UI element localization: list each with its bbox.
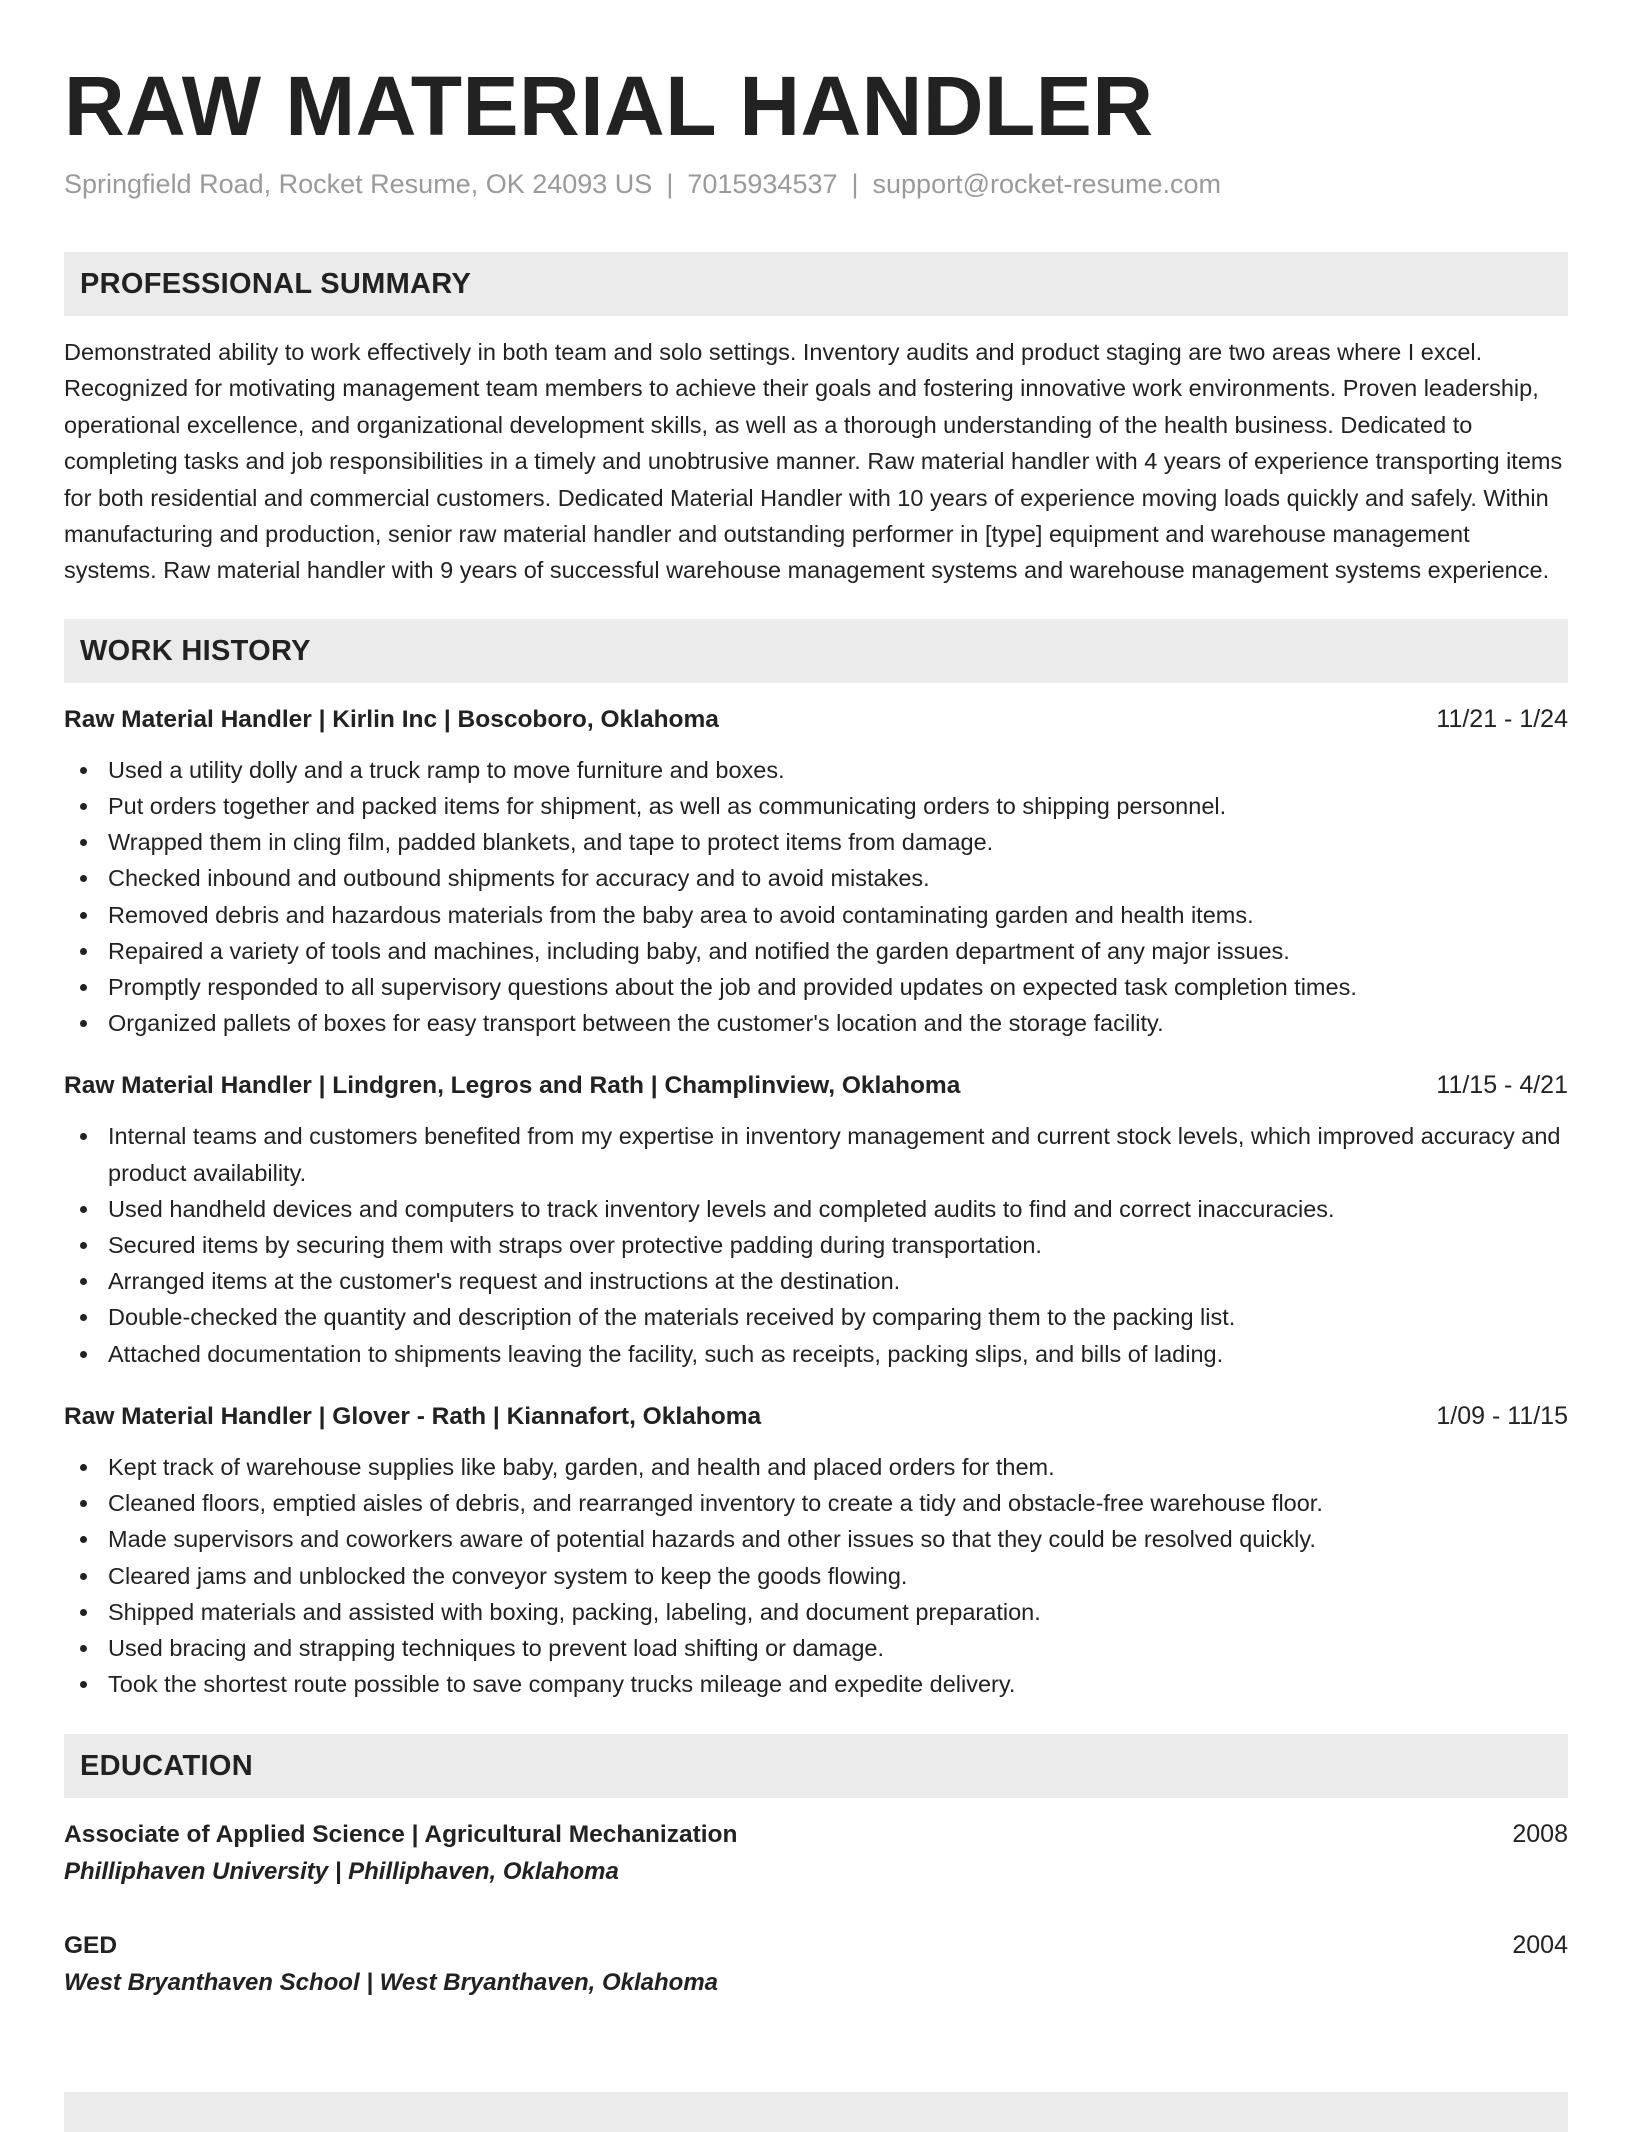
- job-bullet: Attached documentation to shipments leaving the facility, such as receipts, packing slips, and bills of lading.: [64, 1336, 1568, 1372]
- job-bullet: Double-checked the quantity and description of the materials received by comparing them to the packing list.: [64, 1299, 1568, 1335]
- job-bullet: Used a utility dolly and a truck ramp to move furniture and boxes.: [64, 752, 1568, 788]
- job-bullet: Cleared jams and unblocked the conveyor system to keep the goods flowing.: [64, 1558, 1568, 1594]
- job-bullet: Put orders together and packed items for shipment, as well as communicating orders to shipping personnel.: [64, 788, 1568, 824]
- bullet-icon: [80, 1206, 87, 1213]
- bullet-icon: [80, 1609, 87, 1616]
- job-title: Raw Material Handler | Kirlin Inc | Boscoboro, Oklahoma: [64, 705, 719, 733]
- job-header: [64, 1398, 1568, 1435]
- job-title: Raw Material Handler | Lindgren, Legros and Rath | Champlinview, Oklahoma: [64, 1072, 961, 1100]
- job-bullet: Shipped materials and assisted with boxing, packing, labeling, and document preparation.: [64, 1594, 1568, 1630]
- bullet-icon: [80, 1500, 87, 1507]
- resume-page: [64, 0, 1568, 2002]
- contact-line: [64, 166, 1568, 202]
- job-bullet: Used handheld devices and computers to track inventory levels and completed audits to find and correct inaccuracies.: [64, 1191, 1568, 1227]
- school-name: Philliphaven University | Philliphaven, Oklahoma: [64, 1858, 619, 1886]
- job-entry: [64, 1067, 1568, 1371]
- bullet-icon: [80, 1536, 87, 1543]
- bullet-icon: [80, 1681, 87, 1688]
- bullet-icon: [80, 875, 87, 882]
- bullet-icon: [80, 1278, 87, 1285]
- contact-phone: 7015934537: [687, 169, 838, 199]
- summary-heading: PROFESSIONAL SUMMARY: [64, 252, 1568, 316]
- job-bullet: Internal teams and customers benefited from my expertise in inventory management and current stock levels, which improved accuracy and product availability.: [64, 1118, 1568, 1190]
- job-title: Raw Material Handler | Glover - Rath | Kiannafort, Oklahoma: [64, 1402, 762, 1430]
- bullet-icon: [80, 912, 87, 919]
- bullet-icon: [80, 1314, 87, 1321]
- contact-address: Springfield Road, Rocket Resume, OK 24093 US: [64, 169, 653, 199]
- job-bullet: Promptly responded to all supervisory questions about the job and provided updates on expected task completion times.: [64, 969, 1568, 1005]
- job-bullets: [64, 1118, 1568, 1371]
- bullet-icon: [80, 839, 87, 846]
- bullet-icon: [80, 803, 87, 810]
- job-bullet: Organized pallets of boxes for easy transport between the customer's location and the storage facility.: [64, 1005, 1568, 1041]
- job-entry: [64, 701, 1568, 1042]
- school-name: West Bryanthaven School | West Bryanthaven, Oklahoma: [64, 1969, 719, 1997]
- job-bullets: [64, 1449, 1568, 1702]
- bullet-icon: [80, 984, 87, 991]
- contact-separator: |: [851, 169, 859, 199]
- job-bullet: Repaired a variety of tools and machines, including baby, and notified the garden department of any major issues.: [64, 933, 1568, 969]
- job-bullet: Made supervisors and coworkers aware of potential hazards and other issues so that they could be resolved quickly.: [64, 1521, 1568, 1557]
- education-header: [64, 1816, 1568, 1853]
- degree: Associate of Applied Science | Agricultural Mechanization: [64, 1821, 738, 1849]
- bullet-icon: [80, 1464, 87, 1471]
- bullet-icon: [80, 1351, 87, 1358]
- job-bullet: Checked inbound and outbound shipments for accuracy and to avoid mistakes.: [64, 860, 1568, 896]
- education-heading: EDUCATION: [64, 1734, 1568, 1798]
- job-dates: 11/21 - 1/24: [1436, 704, 1568, 733]
- job-header: [64, 701, 1568, 738]
- job-bullets: [64, 752, 1568, 1042]
- bullet-icon: [80, 1242, 87, 1249]
- summary-text: Demonstrated ability to work effectively in both team and solo settings. Inventory audits and product staging are two areas where I excel. Recognized for motivating management team members to achieve their goals and fostering innovative work environments. Proven leadership, operational excellence, and organizational development skills, as well as a thorough understanding of the health business. Dedicated to completing tasks and job responsibilities in a timely and unobtrusive manner. Raw material handler with 4 years of experience transporting items for both residential and commercial customers. Dedicated Material Handler with 10 years of experience moving loads quickly and safely. Within manufacturing and production, senior raw material handler and outstanding performer in [type] equipment and warehouse management systems. Raw material handler with 9 years of successful warehouse management systems and warehouse management systems experience.: [64, 339, 1563, 584]
- job-bullet: Kept track of warehouse supplies like baby, garden, and health and placed orders for them.: [64, 1449, 1568, 1485]
- job-dates: 11/15 - 4/21: [1436, 1071, 1568, 1100]
- contact-email: support@rocket-resume.com: [872, 169, 1222, 199]
- bullet-icon: [80, 1133, 87, 1140]
- graduation-year: 2008: [1512, 1820, 1568, 1849]
- bullet-icon: [80, 1573, 87, 1580]
- education-header: [64, 1927, 1568, 1964]
- job-header: [64, 1067, 1568, 1104]
- next-section-header-bar: [64, 2092, 1568, 2132]
- education-entry: [64, 1927, 1568, 2002]
- bullet-icon: [80, 1020, 87, 1027]
- job-bullet: Took the shortest route possible to save company trucks mileage and expedite delivery.: [64, 1666, 1568, 1702]
- job-bullet: Removed debris and hazardous materials from the baby area to avoid contaminating garden and health items.: [64, 897, 1568, 933]
- job-bullet: Wrapped them in cling film, padded blankets, and tape to protect items from damage.: [64, 824, 1568, 860]
- job-bullet: Used bracing and strapping techniques to prevent load shifting or damage.: [64, 1630, 1568, 1666]
- bullet-icon: [80, 767, 87, 774]
- degree: GED: [64, 1932, 118, 1960]
- candidate-name: RAW MATERIAL HANDLER: [64, 59, 1154, 153]
- contact-separator: |: [666, 169, 674, 199]
- graduation-year: 2004: [1512, 1931, 1568, 1960]
- job-bullet: Cleaned floors, emptied aisles of debris, and rearranged inventory to create a tidy and obstacle-free warehouse floor.: [64, 1485, 1568, 1521]
- bullet-icon: [80, 948, 87, 955]
- job-bullet: Secured items by securing them with straps over protective padding during transportation.: [64, 1227, 1568, 1263]
- job-entry: [64, 1398, 1568, 1702]
- job-bullet: Arranged items at the customer's request and instructions at the destination.: [64, 1263, 1568, 1299]
- work-history-heading: WORK HISTORY: [64, 619, 1568, 683]
- bullet-icon: [80, 1645, 87, 1652]
- job-dates: 1/09 - 11/15: [1436, 1401, 1568, 1430]
- education-entry: [64, 1816, 1568, 1891]
